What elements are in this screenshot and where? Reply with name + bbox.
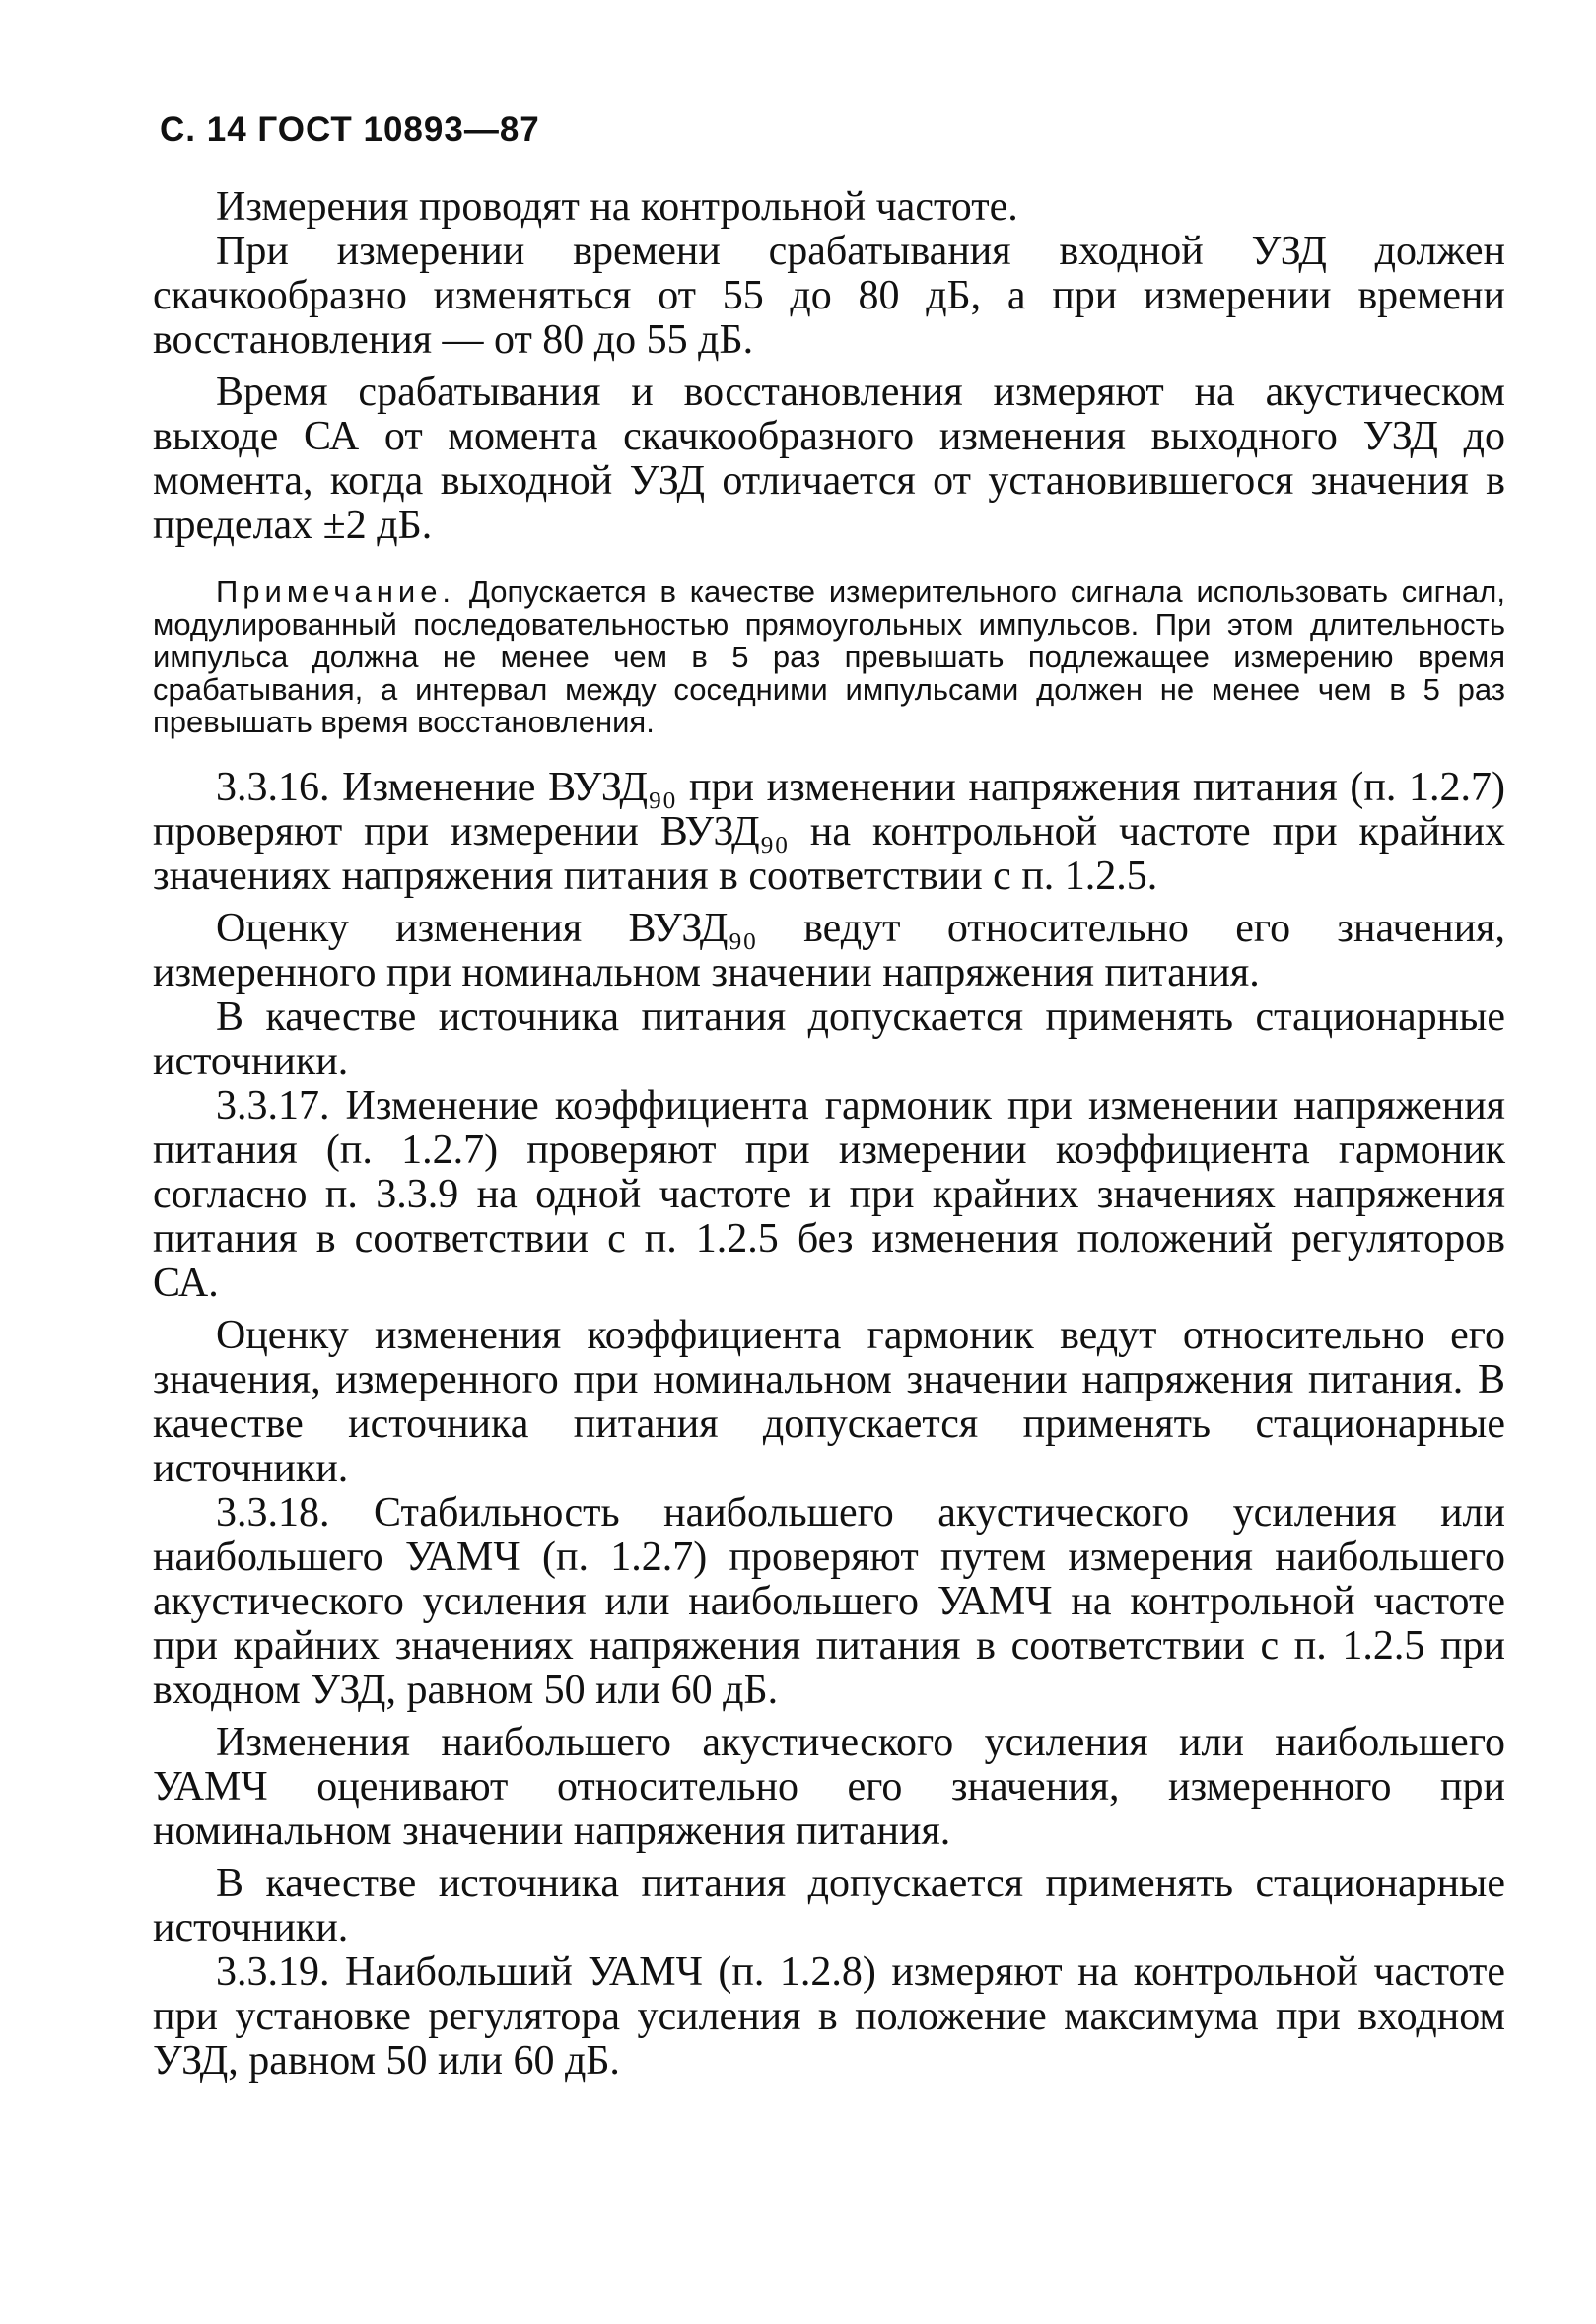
- paragraph-response-time-measurement: Время срабатывания и восстановления измеряют на акустическом выходе СА от момента скачкообразного изменения выходного УЗД до момента, когда выходной УЗД отличается от установившегося значения в пределах ±2 дБ.: [153, 370, 1505, 548]
- note-text: Допускается в качестве измерительного сигнала использовать сигнал, модулированный последовательностью прямоугольных импульсов. При этом длительность импульса должна не менее чем в 5 раз превышать подлежащее измерению время срабатывания, а интервал между соседними импульсами должен не менее чем в 5 раз превышать время восстановления.: [153, 575, 1505, 739]
- note-label: Примечание.: [216, 575, 456, 609]
- paragraph-vuzd-evaluation: Оценку изменения ВУЗД₉₀ ведут относительно его значения, измеренного при номинальном значении напряжения питания.: [153, 906, 1505, 995]
- paragraph-response-time-levels: При измерении времени срабатывания входной УЗД должен скачкообразно изменяться от 55 до 80 дБ, а при измерении времени восстановления — от 80 до 55 дБ.: [153, 229, 1505, 363]
- section-3-3-19: 3.3.19. Наибольший УАМЧ (п. 1.2.8) измеряют на контрольной частоте при установке регулятора усиления в положение максимума при входном УЗД, равном 50 или 60 дБ.: [153, 1949, 1505, 2084]
- paragraph-power-source-1: В качестве источника питания допускается применять стационарные источники.: [153, 994, 1505, 1084]
- note-paragraph: [153, 576, 1505, 738]
- paragraph-gain-evaluation: Изменения наибольшего акустического усиления или наибольшего УАМЧ оценивают относительно его значения, измеренного при номинальном значении напряжения питания.: [153, 1720, 1505, 1854]
- paragraph-harmonics-evaluation: Оценку изменения коэффициента гармоник ведут относительно его значения, измеренного при номинальном значении напряжения питания. В качестве источника питания допускается применять стационарные источники.: [153, 1313, 1505, 1491]
- section-3-3-17: 3.3.17. Изменение коэффициента гармоник при изменении напряжения питания (п. 1.2.7) проверяют при измерении коэффициента гармоник согласно п. 3.3.9 на одной частоте и при крайних значениях напряжения питания в соответствии с п. 1.2.5 без изменения положений регуляторов СА.: [153, 1083, 1505, 1306]
- section-3-3-18: 3.3.18. Стабильность наибольшего акустического усиления или наибольшего УАМЧ (п. 1.2.7) проверяют путем измерения наибольшего акустического усиления или наибольшего УАМЧ на контрольной частоте при крайних значениях напряжения питания в соответствии с п. 1.2.5 при входном УЗД, равном 50 или 60 дБ.: [153, 1490, 1505, 1713]
- page-content: [153, 185, 1505, 2084]
- page-header: С. 14 ГОСТ 10893—87: [160, 110, 540, 149]
- section-3-3-16: 3.3.16. Изменение ВУЗД₉₀ при изменении напряжения питания (п. 1.2.7) проверяют при измерении ВУЗД₉₀ на контрольной частоте при крайних значениях напряжения питания в соответствии с п. 1.2.5.: [153, 765, 1505, 899]
- paragraph-measurement-frequency: Измерения проводят на контрольной частоте.: [216, 184, 1018, 230]
- paragraph-power-source-2: В качестве источника питания допускается применять стационарные источники.: [153, 1861, 1505, 1950]
